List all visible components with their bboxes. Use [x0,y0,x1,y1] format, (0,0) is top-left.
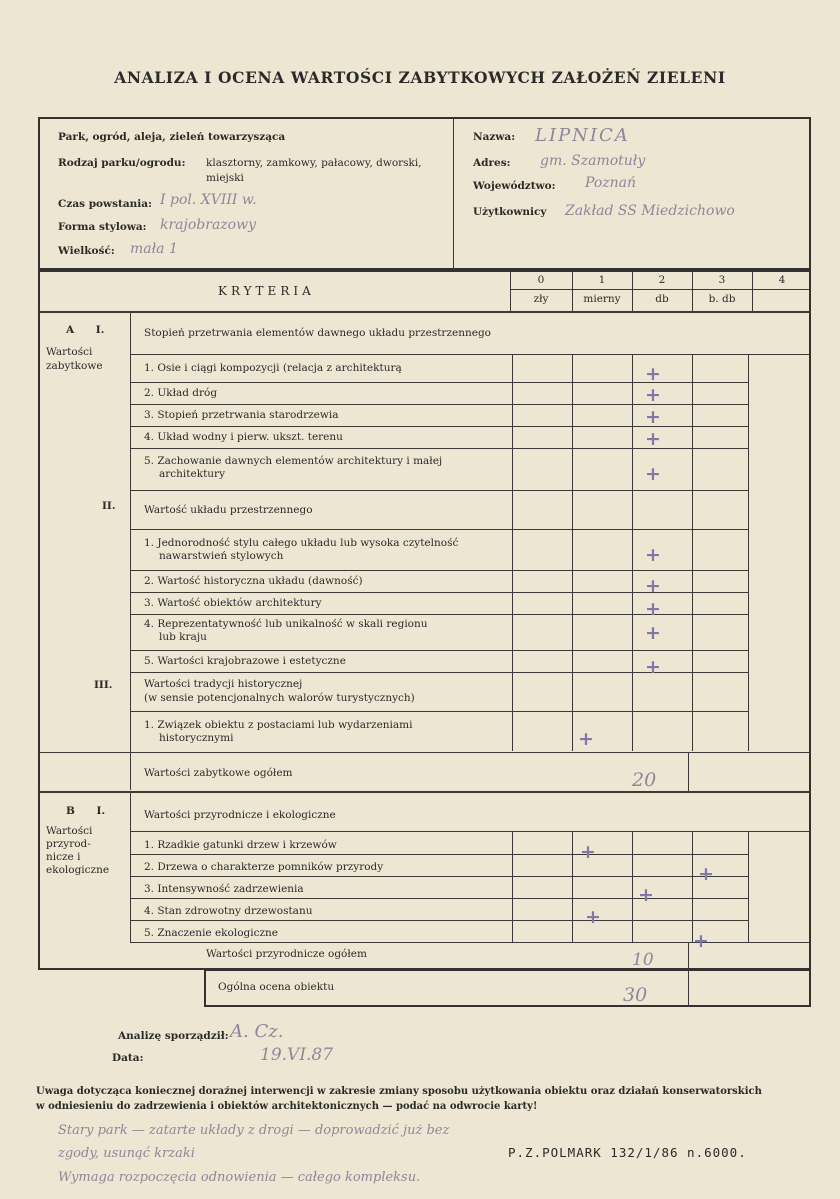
created-value: I pol. XVIII w. [160,192,257,208]
check-mark: + [585,906,601,928]
group2-row-5: 5. Wartości krajobrazowe i estetyczne [144,655,346,667]
check-mark: + [580,841,596,863]
section-a-code-2: II. [102,500,116,512]
check-mark: + [645,544,661,566]
section-a-total-label: Wartości zabytkowe ogółem [144,767,293,779]
section-b-row-4: 4. Stan zdrowotny drzewostanu [144,905,313,917]
group1-row-1: 1. Osie i ciągi kompozycji (relacja z architekturą [144,362,402,374]
style-label: Forma stylowa: [58,221,147,233]
group2-title: Wartość układu przestrzennego [144,504,313,516]
group2-row-1-cont: nawarstwień stylowych [159,550,284,562]
check-mark: + [645,622,661,644]
handwritten-note-2: zgody, usunąć krzaki [58,1146,195,1161]
user-value: Zakład SS Miedzichowo [565,203,735,219]
section-b-label-1: Wartości [46,825,93,837]
note-line-1: Uwaga dotycząca koniecznej doraźnej interwencji w zakresie zmiany sposobu użytkowania obiektu oraz działań konserwatorskich [36,1086,762,1097]
address-label: Adres: [473,157,511,169]
criteria-head-divider [510,271,511,311]
page-title: ANALIZA I OCENA WARTOŚCI ZABYTKOWYCH ZAŁOŻEŃ ZIELENI [114,68,726,87]
group2-row-4-cont: lub kraju [159,631,207,643]
overall-label: Ogólna ocena obiektu [218,981,335,993]
print-code: P.Z.POLMARK 132/1/86 n.6000. [508,1145,747,1160]
col-2: 2 [658,274,666,286]
check-mark: + [645,406,661,428]
col-3: 3 [718,274,726,286]
kind-options-2: miejski [206,172,244,184]
check-mark: + [645,656,661,678]
group1-row-5: 5. Zachowanie dawnych elementów architektury i małej [144,455,443,467]
group2-row-3: 3. Wartość obiektów architektury [144,597,322,609]
voivodeship-label: Województwo: [473,180,556,192]
section-a-code-3: III. [94,679,113,691]
name-value: LIPNICA [535,125,630,146]
address-value: gm. Szamotuły [540,153,646,169]
section-b-total-label: Wartości przyrodnicze ogółem [206,948,367,960]
check-mark: + [645,575,661,597]
handwritten-note-1: Stary park — zatarte układy z drogi — doprowadzić już bez [58,1123,450,1138]
group1-row-5-cont: architektury [159,468,226,480]
note-line-2: w odniesieniu do zadrzewienia i obiektów architektonicznych — podać na odwrocie karty! [36,1101,538,1112]
section-a-label: Wartości zabytkowe [46,346,103,372]
header-divider [453,118,454,270]
section-a-code: A I. [66,324,105,336]
group3-row-1: 1. Związek obiektu z postaciami lub wydarzeniami [144,719,413,731]
section-b-label-3: nicze i [46,851,81,863]
group3-sub: (w sensie potencjonalnych walorów turystycznych) [144,692,415,704]
group1-title: Stopień przetrwania elementów dawnego układu przestrzennego [144,327,491,339]
group2-row-1: 1. Jednorodność stylu całego układu lub wysoka czytelność [144,537,459,549]
analyst-value: A. Cz. [230,1021,284,1042]
criteria-subheader-line [510,289,810,290]
created-label: Czas powstania: [58,198,152,210]
size-value: mała 1 [130,241,178,257]
voivodeship-value: Poznań [585,175,637,191]
criteria-heading: KRYTERIA [218,284,315,298]
section-a-divider [130,312,131,790]
group1-row-2: 2. Układ dróg [144,387,218,399]
check-mark: + [578,728,594,750]
check-mark: + [645,463,661,485]
section-b-row-1: 1. Rzadkie gatunki drzew i krzewów [144,839,337,851]
check-mark: + [645,363,661,385]
analyst-label: Analizę sporządził: [118,1030,229,1042]
section-b-label-2: przyrod- [46,838,91,850]
col-0: 0 [537,274,545,286]
type-line: Park, ogród, aleja, zieleń towarzysząca [58,131,286,143]
check-mark: + [645,598,661,620]
check-mark: + [698,863,714,885]
check-mark: + [693,930,709,952]
check-mark: + [645,384,661,406]
criteria-header-bottom [38,311,811,313]
kind-label: Rodzaj parku/ogrodu: [58,157,186,169]
col-name-2: db [655,293,669,305]
section-b-row-2: 2. Drzewa o charakterze pomników przyrody [144,861,384,873]
date-value: 19.VI.87 [260,1045,334,1065]
date-label: Data: [112,1052,144,1064]
style-value: krajobrazowy [160,217,256,233]
section-a-total-value: 20 [632,769,657,791]
overall-value: 30 [623,984,648,1006]
col-1: 1 [598,274,606,286]
size-label: Wielkość: [58,245,115,257]
col-4: 4 [778,274,786,286]
user-label: Użytkownicy [473,206,547,218]
group2-row-2: 2. Wartość historyczna układu (dawność) [144,575,363,587]
section-b-title: Wartości przyrodnicze i ekologiczne [144,809,336,821]
col-name-3: b. db [708,293,736,305]
section-b-total-value: 10 [632,950,654,970]
col-name-0: zły [533,293,549,305]
handwritten-note-3: Wymaga rozpoczęcia odnowienia — całego kompleksu. [58,1170,421,1185]
section-b-row-5: 5. Znaczenie ekologiczne [144,927,279,939]
kind-options: klasztorny, zamkowy, pałacowy, dworski, [206,157,422,169]
group3-title: Wartości tradycji historycznej [144,678,303,690]
check-mark: + [638,884,654,906]
group3-row-1-cont: historycznymi [159,732,234,744]
group1-row-4: 4. Układ wodny i pierw. ukszt. terenu [144,431,343,443]
section-b-row-3: 3. Intensywność zadrzewienia [144,883,304,895]
check-mark: + [645,428,661,450]
section-b-label-4: ekologiczne [46,864,110,876]
group2-row-4: 4. Reprezentatywność lub unikalność w skali regionu [144,618,428,630]
section-b-code: B I. [66,805,106,817]
group1-row-3: 3. Stopień przetrwania starodrzewia [144,409,339,421]
col-name-1: mierny [583,293,621,305]
name-label: Nazwa: [473,131,516,143]
